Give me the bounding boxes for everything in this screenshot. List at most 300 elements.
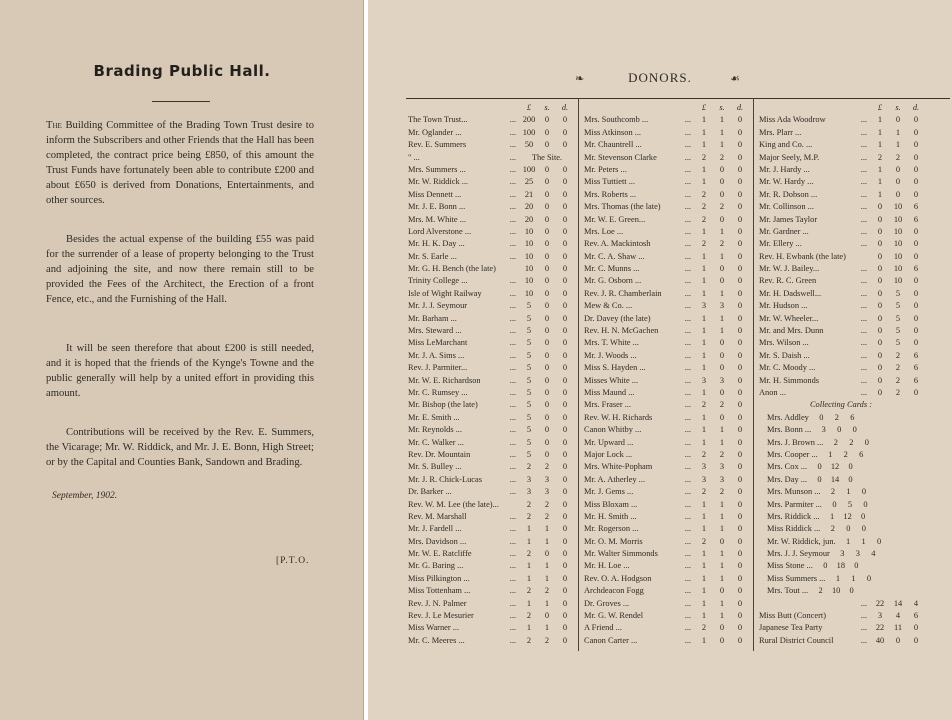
donor-row [408,238,572,250]
leader-dots: ... [860,375,867,385]
card-amount [826,511,870,523]
donor-name: Mr. W. Wheeler... [759,313,819,323]
donor-amount [873,288,923,300]
amount-l: 100 [522,127,536,137]
amount-d: 0 [737,313,743,323]
card-amount [826,523,870,535]
donor-amount [873,325,923,337]
amount-s: 0 [895,115,901,125]
donor-row [584,536,747,548]
leader-dots: ... [509,214,516,224]
donor-name: Miss Bloxam ... [584,499,638,509]
amount-d: 0 [737,462,743,472]
card-amount [828,499,872,511]
leader-dots: ... [509,276,516,286]
amount-s: 11 [893,623,903,633]
amount-l: 1 [526,524,532,534]
leader-dots: ... [684,127,691,137]
donor-amount [522,114,572,126]
donor-name: Rev. E. Summers [408,140,467,150]
donor-amount [873,226,923,238]
donor-name: Mrs. M. White ... [408,214,467,224]
amount-l: 1 [701,437,707,447]
amount-s: 0 [895,189,901,199]
amount-s: 0 [544,611,550,621]
amount-d: 0 [737,400,743,410]
donor-amount [873,313,923,325]
amount-l: 1 [701,164,707,174]
donor-name: Mrs. Davidson ... [408,536,467,546]
amount-s: 5 [895,301,901,311]
amount-s: 0 [544,164,550,174]
amount-s: 0 [544,301,550,311]
donor-row [759,325,923,337]
donor-amount [697,127,747,139]
donor-name: Mrs. Plarr ... [759,127,802,137]
donor-name: Mr. Oglander ... [408,127,462,137]
amount-s: 3 [544,474,550,484]
donor-name: Mrs. Fraser ... [584,400,631,410]
leader-dots: ... [509,474,516,484]
amount-l: 1 [877,164,883,174]
amount-s: 5 [895,338,901,348]
amount-d: 6 [913,363,919,373]
donor-row [408,275,572,287]
paragraph-4 [46,426,314,471]
leader-dots: ... [509,549,516,559]
amount-l: 3 [877,611,883,621]
donor-row [408,114,572,126]
amount-d: 0 [737,412,743,422]
amount-l: 0 [877,214,883,224]
leader-dots: ... [509,635,516,645]
amount-d: 0 [562,127,568,137]
amount-d: 0 [737,487,743,497]
amount-s: 0 [719,623,725,633]
donor-name: Mr. G. Osborn ... [584,276,642,286]
donor-name: Mr. C. Rumsey ... [408,387,468,397]
donor-amount [697,226,747,238]
donor-name: Trinity College ... [408,276,468,286]
donor-row [584,164,747,176]
amount-l: 2 [526,511,532,521]
leader-dots: ... [509,536,516,546]
donor-amount [522,511,572,523]
amount-l: 2 [701,202,707,212]
donor-name: Rev. H. Ewbank (the late) [759,251,846,261]
leader-dots: ... [684,239,691,249]
donor-amount [697,164,747,176]
donor-amount [697,300,747,312]
amount-s: 2 [895,363,901,373]
donor-row [759,152,923,164]
header-l: £ [877,103,883,112]
amount-l: 2 [526,499,532,509]
donor-amount [697,424,747,436]
leader-dots: ... [509,449,516,459]
donor-name: Rev. J. R. Chamberlain [584,288,662,298]
donor-name: Miss Pilkington ... [408,573,470,583]
donor-amount [522,387,572,399]
leader-dots: ... [509,437,516,447]
donor-row [408,387,572,399]
amount-l: 0 [877,326,883,336]
donor-row [408,573,572,585]
amount-l: 1 [701,226,707,236]
amount-l: 1 [701,127,707,137]
amount-d: 0 [913,338,919,348]
donor-amount [522,499,572,511]
amount-s: 10 [893,214,903,224]
donor-row [584,399,747,411]
donor-row [408,164,572,176]
amount-l: 2 [526,462,532,472]
amount-s: 0 [895,177,901,187]
donor-amount [873,114,923,126]
amount-header [759,102,923,114]
amount-cl: 2 [818,586,823,596]
collecting-card-row [759,437,923,449]
amount-s: 5 [895,313,901,323]
donor-name: Mrs. J. J. Seymour [767,549,830,559]
amount-l: 2 [526,549,532,559]
amount-l: 0 [877,226,883,236]
amount-cl: 0 [832,499,837,509]
donor-amount [697,573,747,585]
donor-name: Mr. James Taylor [759,214,818,224]
donor-row [584,263,747,275]
donor-name: Japanese Tea Party [759,623,823,633]
amount-header-cells [697,102,747,114]
leader-dots: ... [684,387,691,397]
donor-amount [697,325,747,337]
donor-amount [697,486,747,498]
amount-l: 10 [524,239,534,249]
leader-dots: ... [509,338,516,348]
amount-s: 0 [544,326,550,336]
leader-dots: ... [860,326,867,336]
amount-l: 0 [877,264,883,274]
donor-amount [522,486,572,498]
amount-d: 0 [737,611,743,621]
amount-d: 0 [737,115,743,125]
donor-name: Mr. C. Munns ... [584,264,640,274]
amount-l: 1 [701,425,707,435]
amount-s: 2 [544,462,550,472]
donor-amount [873,275,923,287]
donor-name: Mr. Peters ... [584,164,627,174]
amount-l: 1 [701,598,707,608]
amount-d: 0 [737,387,743,397]
donor-amount [873,201,923,213]
donor-row [408,152,572,164]
donor-name: Mrs. Cooper ... [767,449,818,459]
donor-amount [522,635,572,647]
amount-cd: 0 [861,524,866,534]
donor-amount [873,238,923,250]
donor-amount [873,387,923,399]
donor-amount [697,511,747,523]
amount-l: 1 [701,313,707,323]
donor-row [584,474,747,486]
donor-name: Mr. J. E. Bonn ... [408,202,466,212]
amount-cl: 0 [823,561,828,571]
donor-amount [522,176,572,188]
amount-l: 10 [524,276,534,286]
leader-dots: ... [684,326,691,336]
donor-name: Rev. J. Le Mesurier [408,611,474,621]
donor-name: Mr. G. Baring ... [408,561,464,571]
amount-s: 1 [719,251,725,261]
amount-s: 1 [544,561,550,571]
donor-row [759,114,923,126]
amount-s: 0 [544,239,550,249]
amount-s: 1 [719,511,725,521]
donor-row [408,598,572,610]
donor-row [584,585,747,597]
amount-d: 0 [562,177,568,187]
leader-dots: ... [684,338,691,348]
amount-l: 1 [701,499,707,509]
amount-cs: 5 [847,499,852,509]
amount-l: 5 [526,350,532,360]
donor-name: Mr. W. E. Green... [584,214,646,224]
donor-row [408,226,572,238]
amount-cs: 2 [849,437,854,447]
amount-l: 5 [526,363,532,373]
leader-dots: ... [684,586,691,596]
donor-amount [522,325,572,337]
amount-s: 1 [895,127,901,137]
donor-name: Mr. H. Dadswell... [759,288,822,298]
donor-name: Mr. H. Smith ... [584,511,637,521]
amount-l: 5 [526,412,532,422]
amount-s: 0 [544,437,550,447]
donor-name: Mr. J. R. Chick-Lucas [408,474,482,484]
donor-name: Mr. H. Loe ... [584,561,630,571]
amount-s: 10 [893,202,903,212]
card-amount [813,461,857,473]
donor-amount [697,536,747,548]
donor-row [584,139,747,151]
leader-dots: ... [684,524,691,534]
leader-dots: ... [684,350,691,360]
amount-s: 1 [719,140,725,150]
amount-d: 0 [562,115,568,125]
donor-name: Archdeacon Fogg [584,586,644,596]
amount-l: 2 [526,611,532,621]
amount-d: 0 [562,549,568,559]
amount-d: 0 [562,524,568,534]
donor-name: Mr. J. Fardell ... [408,524,462,534]
donor-name: Miss Riddick ... [767,524,821,534]
leader-dots: ... [860,363,867,373]
header-spacer [408,102,522,114]
amount-s: 0 [719,586,725,596]
donor-row [759,275,923,287]
donor-amount [522,375,572,387]
amount-s: 0 [544,177,550,187]
amount-s: 3 [544,487,550,497]
amount-d: 0 [737,326,743,336]
donor-amount [873,610,923,622]
donor-row [759,635,923,647]
leader-dots: ... [684,202,691,212]
donor-column-1 [408,102,572,647]
amount-s: 0 [544,400,550,410]
donor-name: Mr. E. Smith ... [408,412,460,422]
amount-s: 0 [719,177,725,187]
amount-l: 1 [526,573,532,583]
donor-name: Mew & Co. ... [584,301,633,311]
amount-d: 0 [562,350,568,360]
donor-name: Miss LeMarchant [408,338,468,348]
donor-name: Mr. C. Meeres ... [408,635,465,645]
amount-d: 0 [737,375,743,385]
donor-name: Rev. W. H. Richards [584,412,653,422]
donor-row [759,362,923,374]
paragraph-3 [46,342,314,402]
amount-d: 0 [737,140,743,150]
leader-dots: ... [860,611,867,621]
amount-s: 2 [719,487,725,497]
card-amount [824,449,868,461]
amount-l: 1 [701,288,707,298]
amount-s: 0 [719,338,725,348]
amount-d: 0 [562,536,568,546]
amount-cd: 6 [850,412,855,422]
amount-l: 22 [875,623,885,633]
donor-name: Miss Ada Woodrow [759,115,826,125]
leader-dots: ... [860,127,867,137]
header-d: d. [736,103,744,112]
amount-s: 2 [719,449,725,459]
donor-name: Mr. Ellery ... [759,239,802,249]
donors-title: DONORS. [628,70,692,85]
amount-cs: 0 [846,524,851,534]
donor-amount [873,622,923,634]
donor-amount [697,214,747,226]
amount-d: 0 [737,152,743,162]
hall-title: Brading Public Hall. [93,62,271,80]
leader-dots: ... [860,635,867,645]
donor-row [584,288,747,300]
amount-d: 0 [562,611,568,621]
amount-d: 0 [913,177,919,187]
amount-d: 0 [562,400,568,410]
amount-d: 0 [913,115,919,125]
donor-row [584,511,747,523]
amount-d: 0 [737,338,743,348]
donor-name: Mr. W. E. Ratcliffe [408,549,472,559]
donor-amount [522,189,572,201]
amount-l: 2 [701,239,707,249]
header-spacer [584,102,697,114]
amount-l: 1 [701,115,707,125]
donor-amount [697,350,747,362]
amount-l: 5 [526,425,532,435]
amount-l: 100 [522,164,536,174]
collecting-cards-label: Collecting Cards : [809,400,873,410]
donor-row [759,622,923,634]
amount-l: 5 [526,301,532,311]
amount-l: 22 [875,598,885,608]
donor-row [584,275,747,287]
amount-l: 10 [524,288,534,298]
leader-dots: ... [684,449,691,459]
amount-s: 3 [719,375,725,385]
donor-amount [697,548,747,560]
donor-name: Mr. J. Gems ... [584,487,634,497]
amount-text: The Site. [531,152,563,162]
donor-row [584,610,747,622]
header-d: d. [561,103,569,112]
amount-d: 0 [562,499,568,509]
amount-cs: 14 [830,474,840,484]
amount-d: 0 [562,425,568,435]
amount-l: 40 [875,635,885,645]
donor-name: Mr. Gardner ... [759,226,809,236]
donor-amount [697,152,747,164]
amount-l: 0 [877,276,883,286]
amount-l: 2 [877,152,883,162]
collecting-card-row [759,548,923,560]
amount-s: 0 [544,214,550,224]
title-rule [152,101,210,102]
donor-amount [697,189,747,201]
donor-name: The Town Trust... [408,115,468,125]
donor-amount [522,536,572,548]
leader-dots: ... [684,164,691,174]
amount-d: 0 [562,586,568,596]
donor-row [584,114,747,126]
amount-s: 1 [719,425,725,435]
donor-amount [697,585,747,597]
donor-amount [873,214,923,226]
donor-amount [522,201,572,213]
leader-dots: ... [509,350,516,360]
leader-dots: ... [509,326,516,336]
donor-row [584,622,747,634]
donor-amount [697,114,747,126]
amount-l: 3 [701,474,707,484]
collecting-card-row [759,499,923,511]
amount-l: 1 [701,350,707,360]
collecting-card-row [759,560,923,572]
leader-dots: ... [509,164,516,174]
leader-dots: ... [684,189,691,199]
amount-l: 1 [701,363,707,373]
amount-s: 1 [719,549,725,559]
donor-name: Mrs. White-Popham [584,462,653,472]
amount-d: 0 [913,189,919,199]
amount-l: 1 [526,598,532,608]
donor-amount [873,635,923,647]
amount-d: 0 [562,449,568,459]
amount-d: 4 [913,598,919,608]
amount-l: 10 [524,226,534,236]
leader-dots: ... [509,611,516,621]
amount-l: 10 [524,251,534,261]
donor-amount [522,598,572,610]
amount-l: 3 [701,375,707,385]
donor-row [408,635,572,647]
donor-name [759,598,861,610]
leader-dots: ... [860,350,867,360]
amount-s: 0 [719,387,725,397]
donor-name: Rev. O. A. Hodgson [584,573,652,583]
amount-cs: 3 [855,549,860,559]
